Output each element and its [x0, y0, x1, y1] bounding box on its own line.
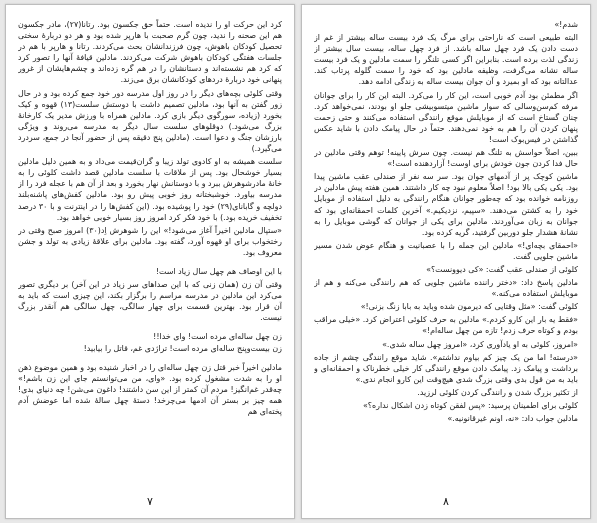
paragraph: «امروز، کلوئی به او یادآوری کرد، «امروز چهل ساله شدی.»: [382, 339, 578, 349]
paragraph: کلوئی برای اطمینان پرسید: «پس لفقن کوتاه زدن اشکال نداره؟»: [362, 401, 578, 410]
page-right-text: [314, 19, 578, 488]
paragraph: کلوئی از صندلی عقب گفت: «کی دیوونست؟»: [426, 264, 578, 274]
paragraph: کلوئی گفت: «مثل وقتایی که دیرمون شده وباید به بابا زنگ بزنی!»: [360, 302, 578, 312]
paragraph: ببین، اصلاً حواسش به تلنگ هم نیست. چون سرش پایینه! توهم وقتی مادلین در حال فدا کردن جون خودش برای اوست! آزاردهنده است!»: [314, 148, 578, 169]
page-number: ۷: [147, 495, 153, 508]
page-left: [5, 4, 295, 519]
paragraph: مادلین جواب داد: «نه، اونم غیرقانونیه.»: [447, 414, 578, 424]
paragraph: وقتی کلوئی بچه‌های دیگر را در روز اول مدرسه دور خود جمع کرده بود و در حال زور گفتن به آنها بود، مادلین تصمیم داشت با دوستش سلست(۱۳) قهوه و کیک بخورد (زیاده، سورگوی دیگر بازی کرد. مادلین همراه با ورزش مدیر یک کارخانهٔ بزرگ می‌شود.) دوقلوهای سلست سال دیگر به مدرسه می‌روند و ویژگی بارزشان جنگ و دعوا است. (مادلین پنج دقیقه پس از حضور آنجا در جمع، سردرد می‌گیرد.): [18, 88, 282, 154]
paragraph: شدم!»: [554, 20, 578, 29]
paragraph: «فقط یه بار این کارو کردم.» مادلین به حرف کلوئی اعتراض کرد. «خیلی مراقب بودم و کوتاه حرف زدم! تازه من چهل ساله‌ام!»: [314, 315, 578, 336]
paragraph: «درسته! اما من یک چیز کم بیاوم نداشتم». شاید موقع رانندگی چشم از جاده برداشت و پیامک زد. پیامک دادن موقع رانندگی کار خیلی خطرناک و احمقانه‌ای و باید به من قول بدی وقتی بزرگ شدی هیچ‌وقت این کارو انجام ندی.»: [314, 352, 578, 384]
paragraph: «احمقای بچه‌ای!» مادلین این جمله را با عصبانیت و هنگام عوض شدن مسیر ماشین جلویی گفت.: [314, 240, 578, 261]
paragraph: مادلین پاسخ داد: «دختر راننده ماشین جلویی که هم رانندگی می‌کنه و هم از موبایلش استفاده می‌کنه.»: [314, 278, 578, 299]
paragraph: وقتی آن زن (همان زنی که با این صداهای سر زیاد در این آخر) بر دیگری تصور می‌کرد این مادلین در مدرسه مراسم را برگزار بکند، این چیزی است که باید به آن قرار بود. بهترین قسمت برای چهار سالگی، چهل سالگی هم آنقدر بزرگ نیست.: [18, 280, 282, 323]
paragraph: از تکثیر بزرگ شدن و رانندگی کردن کلوئی لرزید.: [417, 387, 578, 397]
paragraph: «ستپال مادلین اخیراً آغاز می‌شود!» این را شوهرش اِد(۳۰) امروز صبح وقتی در رختخواب برای او قهوه آورد، گفته بود. مادلین برای علاقهٔ زیادی به تولد و جشن معروف بود.: [18, 225, 282, 257]
paragraph: مادلین اخیراً خبر قتل زن چهل ساله‌ای را در اخبار شنیده بود و همین موضوع ذهن او را به شدت مشغول کرده بود. «وای، من می‌توانستم جای این زن باشم!» چه‌قدر غم‌انگیز! مردم آن کمتر از این سن داشتند! داغون می‌شن! چه دنیای بدی! همه چیز بر بستر آن ادمها می‌چرخد! دستهٔ چهل سالهٔ شده اما عوضش آدم پخته‌ای هم: [18, 362, 282, 416]
page-left-text: [18, 19, 282, 488]
page-right: [301, 4, 591, 519]
page-number: ۸: [443, 495, 449, 508]
paragraph: سلست همیشه به او کادوی تولد زیبا و گران‌قیمت می‌داد و به همین دلیل مادلین بسیار خوشحال بود. پس از ملاقات با سلست مادلین قصد داشت کلوئی را به خانهٔ مادرشوهرش ببرد و با دوستانش نهار بخورد و بعد از آن هم با عجله فرد را از مدرسه بیاورد. خوشبختانه روز خوبی پیش رو بود. مادلین کفش‌های پاشنه‌بلند دولچه و گابانای(۲۹) خود را پوشیده بود. (این کفش‌ها را در اینترنت و با ۳۰ درصد تخفیف خریده بود.) با خود فکر کرد امروز روز بسیار خوبی خواهد بود.: [18, 157, 282, 222]
paragraph: ماشین کوچک پر از آدمهای جوان بود. سر سه نفر از صندلی عقب ماشین پیدا بود. یکی یکی بالا بود! اصلاً معلوم نبود چه کار داشتند. همین هفته پیش مادلین در روزنامه خوانده بود که چه‌طور جوانان هنگام رانندگی به دلیل استفاده از موبایل خود را به کشتن می‌دهند. «سپیم، نزدیکیم.» آخرین کلمات احمقانه‌ای بود که جوانان به زبان می‌آوردند. مادلین برای یکی از جوانان که گوشی موبایل را به نشانهٔ هشدار جلو دوربین گرفتید، گریه کرده بود.: [314, 172, 578, 237]
paragraph: کرد این حرکت او را ندیده است. حتماً حق جکسون بود. رتانا(۲۷)، مادر جکسون هم این صحنه را ندید، چون گرم صحبت با هارپر شده بود و هر دو دربارهٔ سختی تحصیل کودکان باهوش، چون فرزندانشان بحث می‌کردند. رتانا و هارپر با هم در جلسات هفتگی کودکان باهوش شرکت می‌کردند. مادلین قیافهٔ آنها را تصور کرد که کرد هم نشسته‌اند و دستانشان را در هم گره زده‌اند و چشم‌هایشان از غرور پنهانی خود دربارهٔ دردهای کودکانشان برق می‌زند.: [18, 20, 282, 85]
paragraph: زن چهل ساله‌ای مرده است! وای خدا!! زن بیست‌وپنج ساله‌ای مرده است! تراژدی غم، قاتل را بیابید!: [83, 332, 282, 353]
paragraph: با این اوصاف هم چهل سال زیاد است!: [155, 266, 282, 276]
paragraph: اگر مطمئن بود آدم خوبی است، این کار را می‌کرد. البته این کار را برای جوانان مرفه کم‌سن‌وسالی که سوار ماشین میتسوبیشی جلو او بودند، نمی‌خواهد کرد. چنان گستاخ است که از موبایلش موقع رانندگی استفاده می‌کنند و حتی زحمت پنهان کردن آن را هم به خود نمی‌دهند. حتماً در حال پیامک دادن با شاید عکس گذاشتن در فیس‌بوک است!: [314, 90, 578, 144]
paragraph: البته طبیعی است که ناراحتی برای مرگ یک فرد بیست ساله بیشتر از غم از دست دادن یک فرد چهل ساله باشد. از فرد چهل ساله، بیست سال بیشتر از زندگی لذت برده است. بنابراین اگر کسی تلنگر را سمت مادلین و یک فرد بیست ساله نشانه می‌گرفت، وظیفه مادلین بود که خود را سمت گلوله پرتاب کند. عدالتانه بود که او بمیرد و آن جوان بیست ساله به زندگی ادامه دهد.: [314, 33, 578, 87]
